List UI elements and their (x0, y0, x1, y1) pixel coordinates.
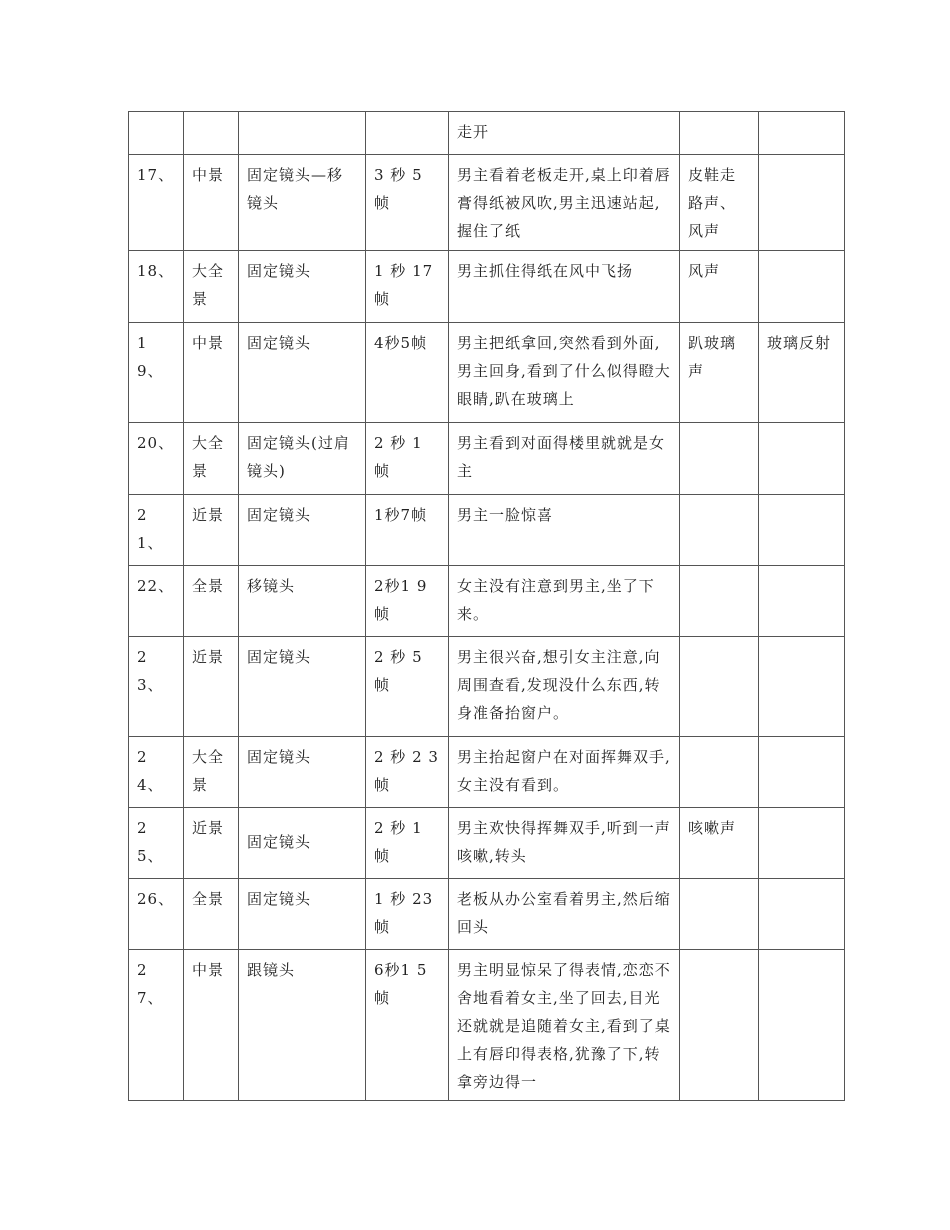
duration-cell: 1 秒 23 帧 (366, 879, 449, 950)
shot-number-cell: 22、 (129, 566, 184, 637)
shot-size-cell: 全景 (184, 566, 239, 637)
duration-cell: 6秒1 5帧 (366, 950, 449, 1101)
visual-effect-cell (759, 112, 845, 155)
camera-move-cell: 固定镜头—移镜头 (239, 155, 366, 251)
visual-effect-cell (759, 495, 845, 566)
table-row (129, 112, 845, 155)
shot-size-cell: 大全景 (184, 251, 239, 323)
shot-content-cell: 男主抬起窗户在对面挥舞双手,女主没有看到。 (449, 737, 680, 808)
visual-effect-cell (759, 566, 845, 637)
table-row (129, 879, 845, 950)
camera-move-cell: 固定镜头 (239, 637, 366, 737)
visual-effect-cell (759, 251, 845, 323)
duration-cell: 2 秒 5 帧 (366, 637, 449, 737)
shot-number-cell: 2 5、 (129, 808, 184, 879)
camera-move-cell (239, 112, 366, 155)
visual-effect-cell (759, 950, 845, 1101)
camera-move-cell: 跟镜头 (239, 950, 366, 1101)
shot-number-cell: 2 4、 (129, 737, 184, 808)
visual-effect-cell (759, 155, 845, 251)
visual-effect-cell (759, 808, 845, 879)
sound-effect-cell (680, 879, 759, 950)
camera-move-cell: 固定镜头 (239, 495, 366, 566)
visual-effect-cell: 玻璃反射 (759, 323, 845, 423)
sound-effect-cell (680, 950, 759, 1101)
duration-cell: 4秒5帧 (366, 323, 449, 423)
duration-cell: 2秒1 9帧 (366, 566, 449, 637)
shot-number-cell: 18、 (129, 251, 184, 323)
shot-number-cell: 2 7、 (129, 950, 184, 1101)
duration-cell: 2 秒 1 帧 (366, 808, 449, 879)
table-row (129, 737, 845, 808)
visual-effect-cell (759, 423, 845, 495)
camera-move-cell: 固定镜头 (239, 323, 366, 423)
camera-move-cell: 固定镜头 (239, 251, 366, 323)
shot-size-cell: 全景 (184, 879, 239, 950)
shot-content-cell: 男主抓住得纸在风中飞扬 (449, 251, 680, 323)
storyboard-rows (129, 112, 845, 1101)
shot-size-cell: 中景 (184, 155, 239, 251)
duration-cell: 2 秒 2 3帧 (366, 737, 449, 808)
visual-effect-cell (759, 879, 845, 950)
shot-size-cell: 中景 (184, 323, 239, 423)
shot-number-cell: 1 9、 (129, 323, 184, 423)
storyboard-table (128, 111, 845, 1101)
shot-content-cell: 男主欢快得挥舞双手,听到一声咳嗽,转头 (449, 808, 680, 879)
visual-effect-cell (759, 637, 845, 737)
table-row (129, 637, 845, 737)
shot-content-cell: 男主看到对面得楼里就就是女主 (449, 423, 680, 495)
sound-effect-cell (680, 637, 759, 737)
duration-cell: 1秒7帧 (366, 495, 449, 566)
sound-effect-cell (680, 423, 759, 495)
camera-move-cell: 固定镜头(过肩镜头) (239, 423, 366, 495)
shot-content-cell: 男主很兴奋,想引女主注意,向周围查看,发现没什么东西,转身准备抬窗户。 (449, 637, 680, 737)
shot-content-cell: 女主没有注意到男主,坐了下来。 (449, 566, 680, 637)
duration-cell: 3 秒 5 帧 (366, 155, 449, 251)
sound-effect-cell (680, 112, 759, 155)
shot-size-cell: 近景 (184, 637, 239, 737)
sound-effect-cell: 咳嗽声 (680, 808, 759, 879)
table-row (129, 323, 845, 423)
shot-size-cell: 近景 (184, 808, 239, 879)
duration-cell: 2 秒 1 帧 (366, 423, 449, 495)
shot-content-cell: 男主一脸惊喜 (449, 495, 680, 566)
sound-effect-cell: 皮鞋走路声、风声 (680, 155, 759, 251)
shot-content-cell: 走开 (449, 112, 680, 155)
duration-cell (366, 112, 449, 155)
shot-content-cell: 男主把纸拿回,突然看到外面,男主回身,看到了什么似得瞪大眼睛,趴在玻璃上 (449, 323, 680, 423)
shot-size-cell (184, 112, 239, 155)
sound-effect-cell (680, 566, 759, 637)
shot-number-cell: 26、 (129, 879, 184, 950)
table-row (129, 566, 845, 637)
shot-number-cell: 17、 (129, 155, 184, 251)
camera-move-cell: 固定镜头 (239, 737, 366, 808)
sound-effect-cell (680, 737, 759, 808)
camera-move-cell: 固定镜头 (239, 808, 366, 879)
table-row (129, 155, 845, 251)
table-row (129, 950, 845, 1101)
sound-effect-cell: 风声 (680, 251, 759, 323)
shot-number-cell (129, 112, 184, 155)
shot-size-cell: 大全景 (184, 737, 239, 808)
shot-content-cell: 老板从办公室看着男主,然后缩回头 (449, 879, 680, 950)
shot-size-cell: 大全景 (184, 423, 239, 495)
sound-effect-cell: 趴玻璃声 (680, 323, 759, 423)
table-row (129, 423, 845, 495)
shot-size-cell: 中景 (184, 950, 239, 1101)
sound-effect-cell (680, 495, 759, 566)
camera-move-cell: 移镜头 (239, 566, 366, 637)
shot-number-cell: 2 3、 (129, 637, 184, 737)
table-row (129, 808, 845, 879)
table-row (129, 251, 845, 323)
table-row (129, 495, 845, 566)
shot-content-cell: 男主看着老板走开,桌上印着唇膏得纸被风吹,男主迅速站起,握住了纸 (449, 155, 680, 251)
shot-size-cell: 近景 (184, 495, 239, 566)
camera-move-cell: 固定镜头 (239, 879, 366, 950)
visual-effect-cell (759, 737, 845, 808)
shot-number-cell: 2 1、 (129, 495, 184, 566)
duration-cell: 1 秒 17 帧 (366, 251, 449, 323)
shot-number-cell: 20、 (129, 423, 184, 495)
shot-content-cell: 男主明显惊呆了得表情,恋恋不舍地看着女主,坐了回去,目光还就就是追随着女主,看到了桌上有唇印得表格,犹豫了下,转拿旁边得一 (449, 950, 680, 1101)
